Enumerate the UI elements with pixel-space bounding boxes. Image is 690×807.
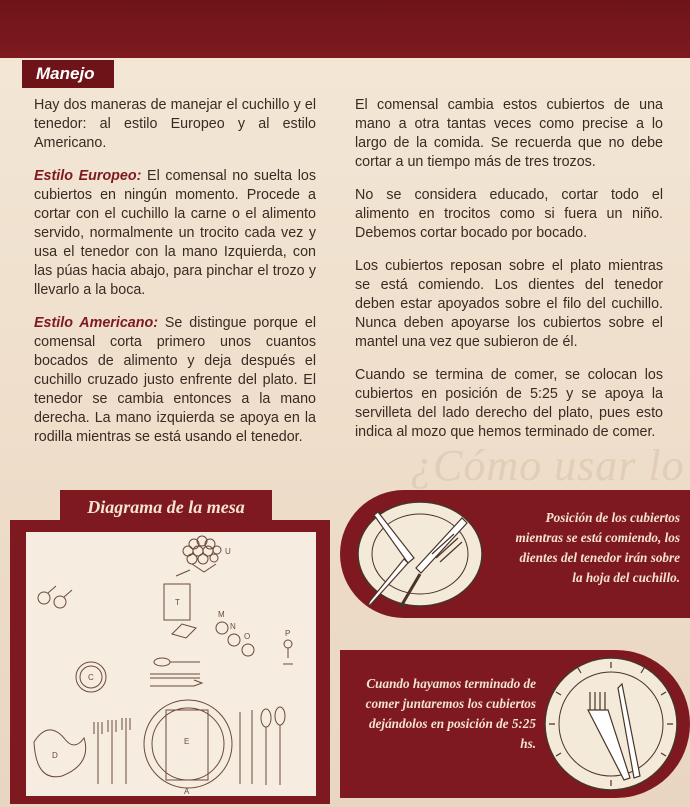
- glass-m-icon: [216, 622, 228, 634]
- label-c: C: [88, 673, 94, 682]
- americano-term: Estilo Americano:: [34, 315, 158, 331]
- table-diagram-frame: [10, 520, 330, 804]
- flower-centerpiece-icon: [183, 536, 221, 572]
- left-column: [34, 96, 316, 461]
- plate-finished-icon: [538, 654, 684, 794]
- label-o: O: [244, 632, 251, 641]
- label-a: A: [184, 787, 190, 796]
- americano-paragraph: [34, 314, 316, 447]
- label-m: M: [218, 610, 225, 619]
- callout-finished-text: Cuando hayamos terminado de comer juntaremos los cubiertos dejándolos en posición de 5:25 hs.: [365, 676, 536, 751]
- label-t: T: [175, 598, 180, 607]
- watermark-text: ¿Cómo usar lo: [410, 441, 685, 490]
- glass-n-icon: [228, 634, 240, 646]
- intro-paragraph: Hay dos maneras de manejar el cuchillo y el tenedor: al estilo Europeo y al estilo Americano.: [34, 97, 316, 151]
- europeo-text: El comensal no suelta los cubiertos en ningún momento. Procede a cortar con el cuchillo la carne o el alimento servido, normalmente un trocito cada vez y usa el tenedor con la mano Izquierda, con las púas hacia abajo, para pinchar el trozo y llevarlo a la boca.: [34, 168, 316, 298]
- europeo-term: Estilo Europeo:: [34, 168, 142, 184]
- glass-p-icon: [284, 640, 292, 648]
- right-paragraph-4: Cuando se termina de comer, se colocan los cubiertos en posición de 5:25 y se apoya la servilleta del lado derecho del plato, pues esto indica al mozo que hemos terminado de comer.: [355, 367, 663, 440]
- label-p: P: [285, 629, 291, 638]
- top-banner: [0, 0, 690, 58]
- glasses-icon: [38, 586, 72, 608]
- diagram-title: Diagrama de la mesa: [60, 490, 272, 524]
- napkin-d-icon: [34, 730, 86, 777]
- knives-spoons-icon: [240, 707, 285, 785]
- dessert-cutlery-icon: [150, 658, 202, 686]
- table-setting-illustration: [26, 532, 316, 796]
- forks-icon: [94, 718, 130, 784]
- callout-finished-position: [340, 650, 690, 798]
- plate-eating-icon: [350, 496, 500, 612]
- europeo-paragraph: [34, 167, 316, 300]
- label-n: N: [230, 622, 236, 631]
- label-u: U: [225, 547, 231, 556]
- right-paragraph-1: El comensal cambia estos cubiertos de una mano a otra tantas veces como precise a lo largo de la comida. Se recuerda que no debe cortar a un tiempo más de tres trozos.: [355, 97, 663, 170]
- callout-eating-position: [340, 490, 690, 618]
- place-card-icon: [172, 624, 196, 638]
- glass-o-icon: [242, 644, 254, 656]
- right-paragraph-3: Los cubiertos reposan sobre el plato mientras se está comiendo. Los dientes del tenedor deben estar apoyados sobre el filo del cuchillo. Nunca deben apoyarse los cubiertos sobre el mantel una vez que subieron de él.: [355, 258, 663, 350]
- label-d: D: [52, 751, 58, 760]
- right-column: [355, 96, 663, 456]
- callout-eating-text: Posición de los cubiertos mientras se está comiendo, los dientes del tenedor irán sobre la hoja del cuchillo.: [515, 510, 680, 585]
- table-diagram: [26, 532, 316, 796]
- right-paragraph-2: No se considera educado, cortar todo el alimento en trocitos como si fuera un niño. Debemos cortar bocado por bocado.: [355, 187, 663, 241]
- americano-text: Se distingue porque el comensal corta primero unos cuantos bocados de alimento y deja después el cuchillo cruzado justo enfrente del plato. El tenedor se cambia entonces a la mano derecha. La mano izquierda se apoya en la rodilla mientras se está usando el tenedor.: [34, 315, 316, 445]
- section-heading: Manejo: [22, 60, 114, 88]
- label-e: E: [184, 737, 190, 746]
